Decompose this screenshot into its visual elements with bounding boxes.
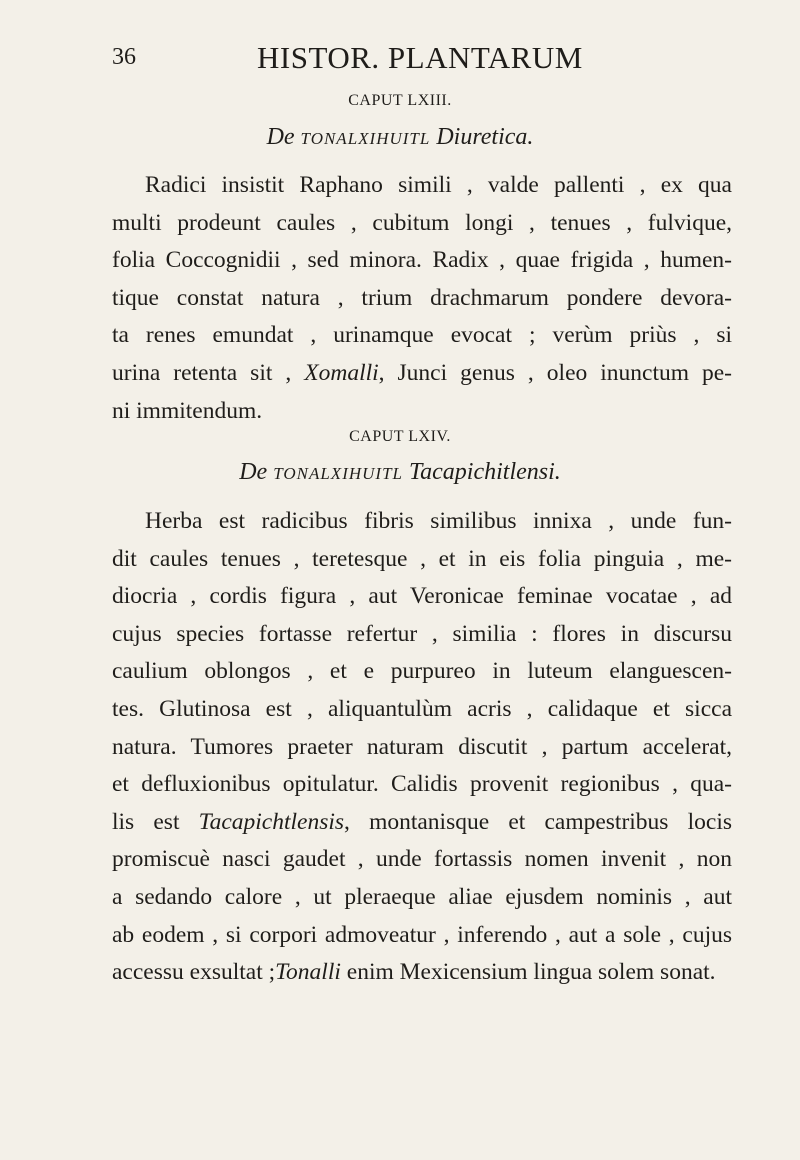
- text-line: [112, 954, 732, 992]
- chapter-64-title-de: De: [239, 459, 268, 485]
- text-line: tique constat natura , trium drachmarum pondere devora-: [112, 284, 732, 311]
- chapter-64-title-name: TONALXIHUITL: [273, 464, 403, 483]
- text-segment: , montanisque et campestribus locis: [344, 808, 733, 835]
- chapter-64-paragraph: [112, 503, 732, 992]
- text-segment: , Junci genus , oleo inunctum pe-: [378, 359, 733, 386]
- chapter-63-title: [0, 124, 800, 151]
- chapter-64-title: [0, 459, 800, 486]
- text-line: promiscuè nasci gaudet , unde fortassis nomen invenit , non: [112, 846, 732, 873]
- page-header: [112, 40, 732, 80]
- chapter-63-title-de: De: [266, 124, 295, 150]
- chapter-64-number: CAPUT LXIV.: [349, 428, 451, 445]
- text-line: a sedando calore , ut pleraeque aliae ejusdem nominis , aut: [112, 883, 732, 910]
- plant-name-xomalli: Xomalli: [304, 359, 379, 386]
- text-segment: lis est: [112, 808, 180, 835]
- text-line: ab eodem , si corpori admoveatur , inferendo , aut a sole , cujus: [112, 921, 732, 948]
- text-line: ta renes emundat , urinamque evocat ; verùm priùs , si: [112, 322, 732, 349]
- text-line: Radici insistit Raphano simili , valde pallenti , ex qua: [145, 172, 732, 198]
- text-line: Herba est radicibus fibris similibus innixa , unde fun-: [145, 508, 732, 534]
- chapter-63-paragraph: [112, 167, 732, 430]
- text-segment: urina retenta sit ,: [112, 359, 292, 386]
- text-segment: accessu exsultat ;: [112, 959, 276, 986]
- text-line: diocria , cordis figura , aut Veronicae feminae vocatae , ad: [112, 583, 732, 610]
- text-line: [112, 804, 732, 842]
- page-number: 36: [112, 44, 136, 70]
- text-segment: enim Mexicensium lingua solem sonat.: [346, 959, 716, 986]
- text-line: et defluxionibus opitulatur. Calidis provenit regionibus , qua-: [112, 771, 732, 798]
- text-line: caulium oblongos , et e purpureo in luteum elanguescen-: [112, 658, 732, 685]
- text-line: [112, 355, 732, 393]
- chapter-63-title-rest: Diuretica.: [436, 124, 534, 150]
- text-line: folia Coccognidii , sed minora. Radix , quae frigida , humen-: [112, 247, 732, 274]
- word-tonalli: Tonalli: [275, 959, 341, 986]
- text-line: natura. Tumores praeter naturam discutit , partum accelerat,: [112, 733, 732, 760]
- chapter-63-number: CAPUT LXIII.: [348, 92, 452, 109]
- text-line: dit caules tenues , teretesque , et in eis folia pinguia , me-: [112, 545, 732, 572]
- text-line: multi prodeunt caules , cubitum longi , tenues , fulvique,: [112, 209, 732, 236]
- place-name-tacapichtlensis: Tacapichtlensis: [198, 808, 345, 835]
- text-line: tes. Glutinosa est , aliquantulùm acris , calidaque et sicca: [112, 695, 732, 722]
- text-line: cujus species fortasse refertur , similia : flores in discursu: [112, 620, 732, 647]
- chapter-64-title-rest: Tacapichitlensi.: [408, 459, 561, 485]
- text-line: ni immitendum.: [112, 397, 263, 424]
- running-title: HISTOR. PLANTARUM: [257, 40, 583, 75]
- chapter-63-title-name: TONALXIHUITL: [300, 129, 431, 148]
